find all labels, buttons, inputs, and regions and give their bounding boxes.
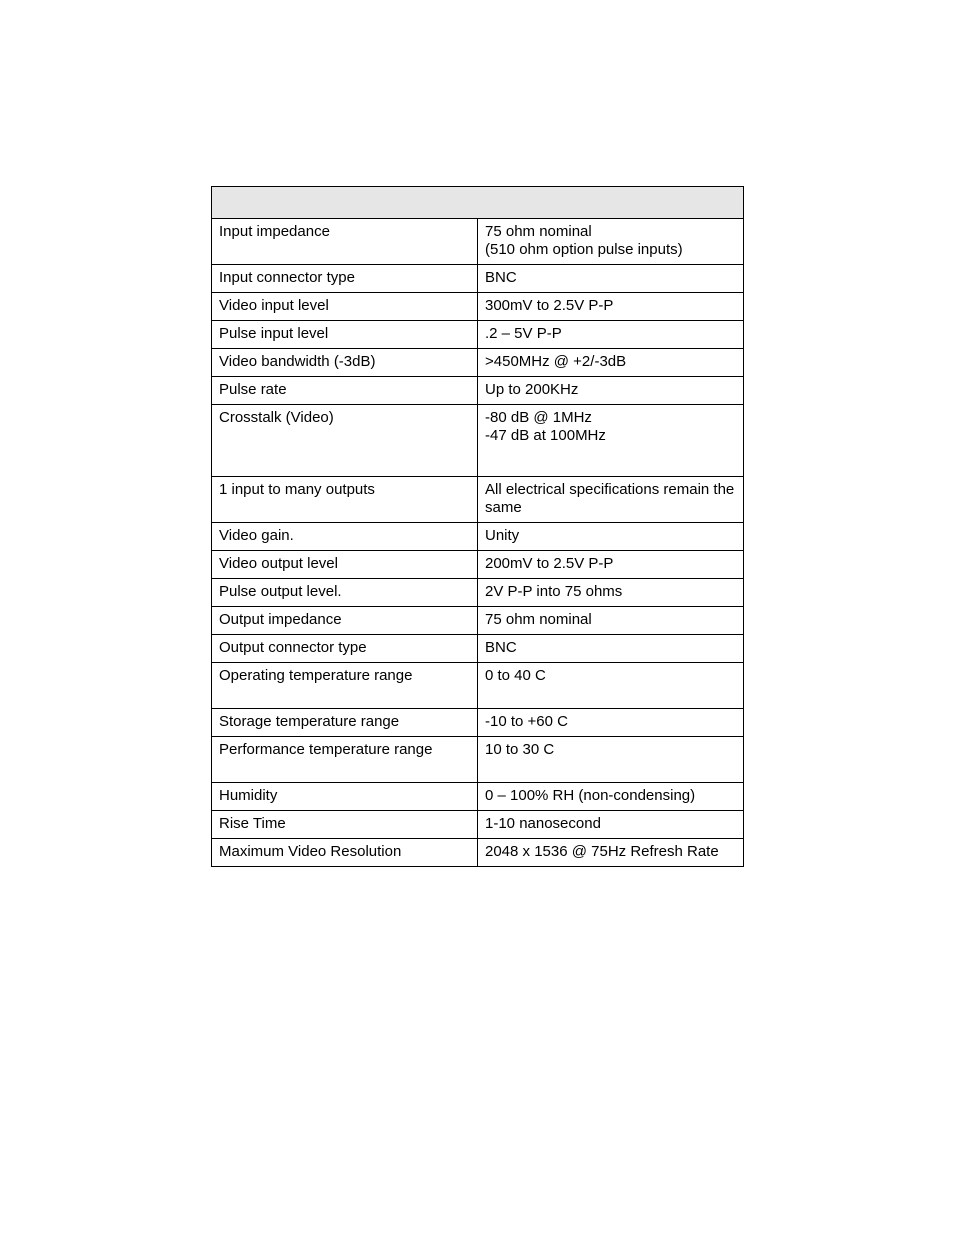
table-row [212, 839, 744, 867]
table-row [212, 811, 744, 839]
table-row [212, 349, 744, 377]
table-row [212, 783, 744, 811]
spec-parameter: Performance temperature range [212, 737, 478, 783]
spec-parameter: Output impedance [212, 607, 478, 635]
table-row [212, 477, 744, 523]
spec-parameter: 1 input to many outputs [212, 477, 478, 523]
spec-parameter: Input impedance [212, 219, 478, 265]
spec-value: .2 – 5V P-P [478, 321, 744, 349]
table-row [212, 737, 744, 783]
spec-value: 200mV to 2.5V P-P [478, 551, 744, 579]
spec-value: 75 ohm nominal [478, 607, 744, 635]
spec-parameter: Operating temperature range [212, 663, 478, 709]
spec-value: Unity [478, 523, 744, 551]
spec-value: 1-10 nanosecond [478, 811, 744, 839]
spec-value: >450MHz @ +2/-3dB [478, 349, 744, 377]
table-row [212, 523, 744, 551]
spec-value: 0 – 100% RH (non-condensing) [478, 783, 744, 811]
spec-parameter: Video output level [212, 551, 478, 579]
spec-parameter: Output connector type [212, 635, 478, 663]
table-row [212, 579, 744, 607]
spec-parameter: Input connector type [212, 265, 478, 293]
spec-value: All electrical specifications remain the same [478, 477, 744, 523]
spec-value: BNC [478, 635, 744, 663]
table-row [212, 321, 744, 349]
specifications-table [211, 186, 744, 867]
spec-value: -80 dB @ 1MHz -47 dB at 100MHz [478, 405, 744, 477]
spec-parameter: Pulse input level [212, 321, 478, 349]
table-row [212, 635, 744, 663]
spec-value: 0 to 40 C [478, 663, 744, 709]
spec-parameter: Storage temperature range [212, 709, 478, 737]
spec-parameter: Pulse output level. [212, 579, 478, 607]
table-row [212, 265, 744, 293]
spec-parameter: Video bandwidth (-3dB) [212, 349, 478, 377]
table-header-row [212, 187, 744, 219]
spec-parameter: Rise Time [212, 811, 478, 839]
spec-value: 300mV to 2.5V P-P [478, 293, 744, 321]
table-row [212, 607, 744, 635]
spec-parameter: Humidity [212, 783, 478, 811]
table-header-cell [212, 187, 744, 219]
spec-parameter: Video gain. [212, 523, 478, 551]
table-row [212, 405, 744, 477]
spec-value: 2V P-P into 75 ohms [478, 579, 744, 607]
spec-parameter: Crosstalk (Video) [212, 405, 478, 477]
table-row [212, 709, 744, 737]
spec-value: Up to 200KHz [478, 377, 744, 405]
table-row [212, 293, 744, 321]
spec-value: -10 to +60 C [478, 709, 744, 737]
spec-value: 10 to 30 C [478, 737, 744, 783]
spec-value: 2048 x 1536 @ 75Hz Refresh Rate [478, 839, 744, 867]
spec-parameter: Video input level [212, 293, 478, 321]
spec-parameter: Maximum Video Resolution [212, 839, 478, 867]
spec-value: 75 ohm nominal (510 ohm option pulse inputs) [478, 219, 744, 265]
table-row [212, 663, 744, 709]
spec-parameter: Pulse rate [212, 377, 478, 405]
table-row [212, 377, 744, 405]
table-row [212, 219, 744, 265]
spec-value: BNC [478, 265, 744, 293]
table-row [212, 551, 744, 579]
